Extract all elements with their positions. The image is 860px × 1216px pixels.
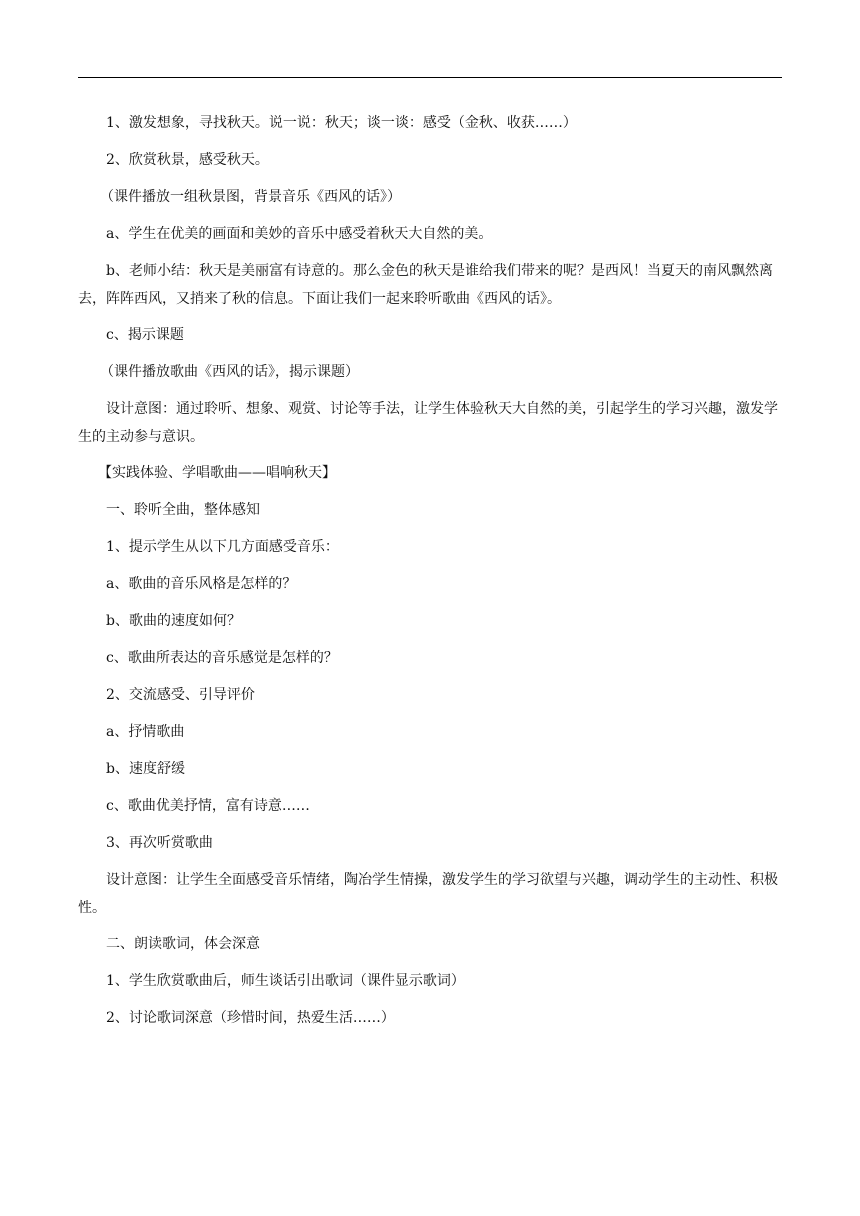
subsection-heading: 二、朗读歌词，体会深意 bbox=[106, 936, 260, 952]
list-item: c、歌曲所表达的音乐感觉是怎样的？ bbox=[106, 650, 338, 666]
list-item: c、歌曲优美抒情，富有诗意…… bbox=[106, 798, 310, 814]
list-item: a、歌曲的音乐风格是怎样的？ bbox=[106, 576, 297, 592]
paragraph: 1、激发想象，寻找秋天。说一说：秋天；谈一谈：感受（金秋、收获……） bbox=[106, 115, 577, 131]
paragraph: 1、提示学生从以下几方面感受音乐： bbox=[106, 539, 339, 555]
paragraph: （课件播放一组秋景图，背景音乐《西风的话》） bbox=[100, 189, 401, 205]
header-rule bbox=[78, 77, 782, 78]
paragraph: 2、讨论歌词深意（珍惜时间，热爱生活……） bbox=[106, 1010, 395, 1026]
paragraph: b、老师小结：秋天是美丽富有诗意的。那么金色的秋天是谁给我们带来的呢？是西风！当夏天的南风飘然离去，阵阵西风，又捎来了秋的信息。下面让我们一起来聆听歌曲《西风的话》。 bbox=[78, 263, 773, 307]
paragraph: c、揭示课题 bbox=[106, 327, 184, 343]
paragraph: 1、学生欣赏歌曲后，师生谈话引出歌词（课件显示歌词） bbox=[106, 973, 465, 989]
list-item: b、速度舒缓 bbox=[106, 761, 185, 777]
section-heading: 【实践体验、学唱歌曲——唱响秋天】 bbox=[98, 465, 336, 481]
paragraph: a、学生在优美的画面和美妙的音乐中感受着秋天大自然的美。 bbox=[106, 226, 493, 242]
document-body bbox=[78, 114, 782, 1046]
paragraph: 设计意图：通过聆听、想象、观赏、讨论等手法，让学生体验秋天大自然的美，引起学生的学习兴趣，激发学生的主动参与意识。 bbox=[78, 401, 778, 445]
list-item: b、歌曲的速度如何？ bbox=[106, 613, 241, 629]
paragraph: 2、欣赏秋景，感受秋天。 bbox=[106, 152, 269, 168]
paragraph: 2、交流感受、引导评价 bbox=[106, 687, 255, 703]
subsection-heading: 一、聆听全曲，整体感知 bbox=[106, 502, 260, 518]
paragraph: 设计意图：让学生全面感受音乐情绪，陶冶学生情操，激发学生的学习欲望与兴趣，调动学生的主动性、积极性。 bbox=[78, 872, 778, 916]
paragraph: （课件播放歌曲《西风的话》，揭示课题） bbox=[100, 364, 359, 380]
list-item: a、抒情歌曲 bbox=[106, 724, 185, 740]
paragraph: 3、再次听赏歌曲 bbox=[106, 835, 213, 851]
